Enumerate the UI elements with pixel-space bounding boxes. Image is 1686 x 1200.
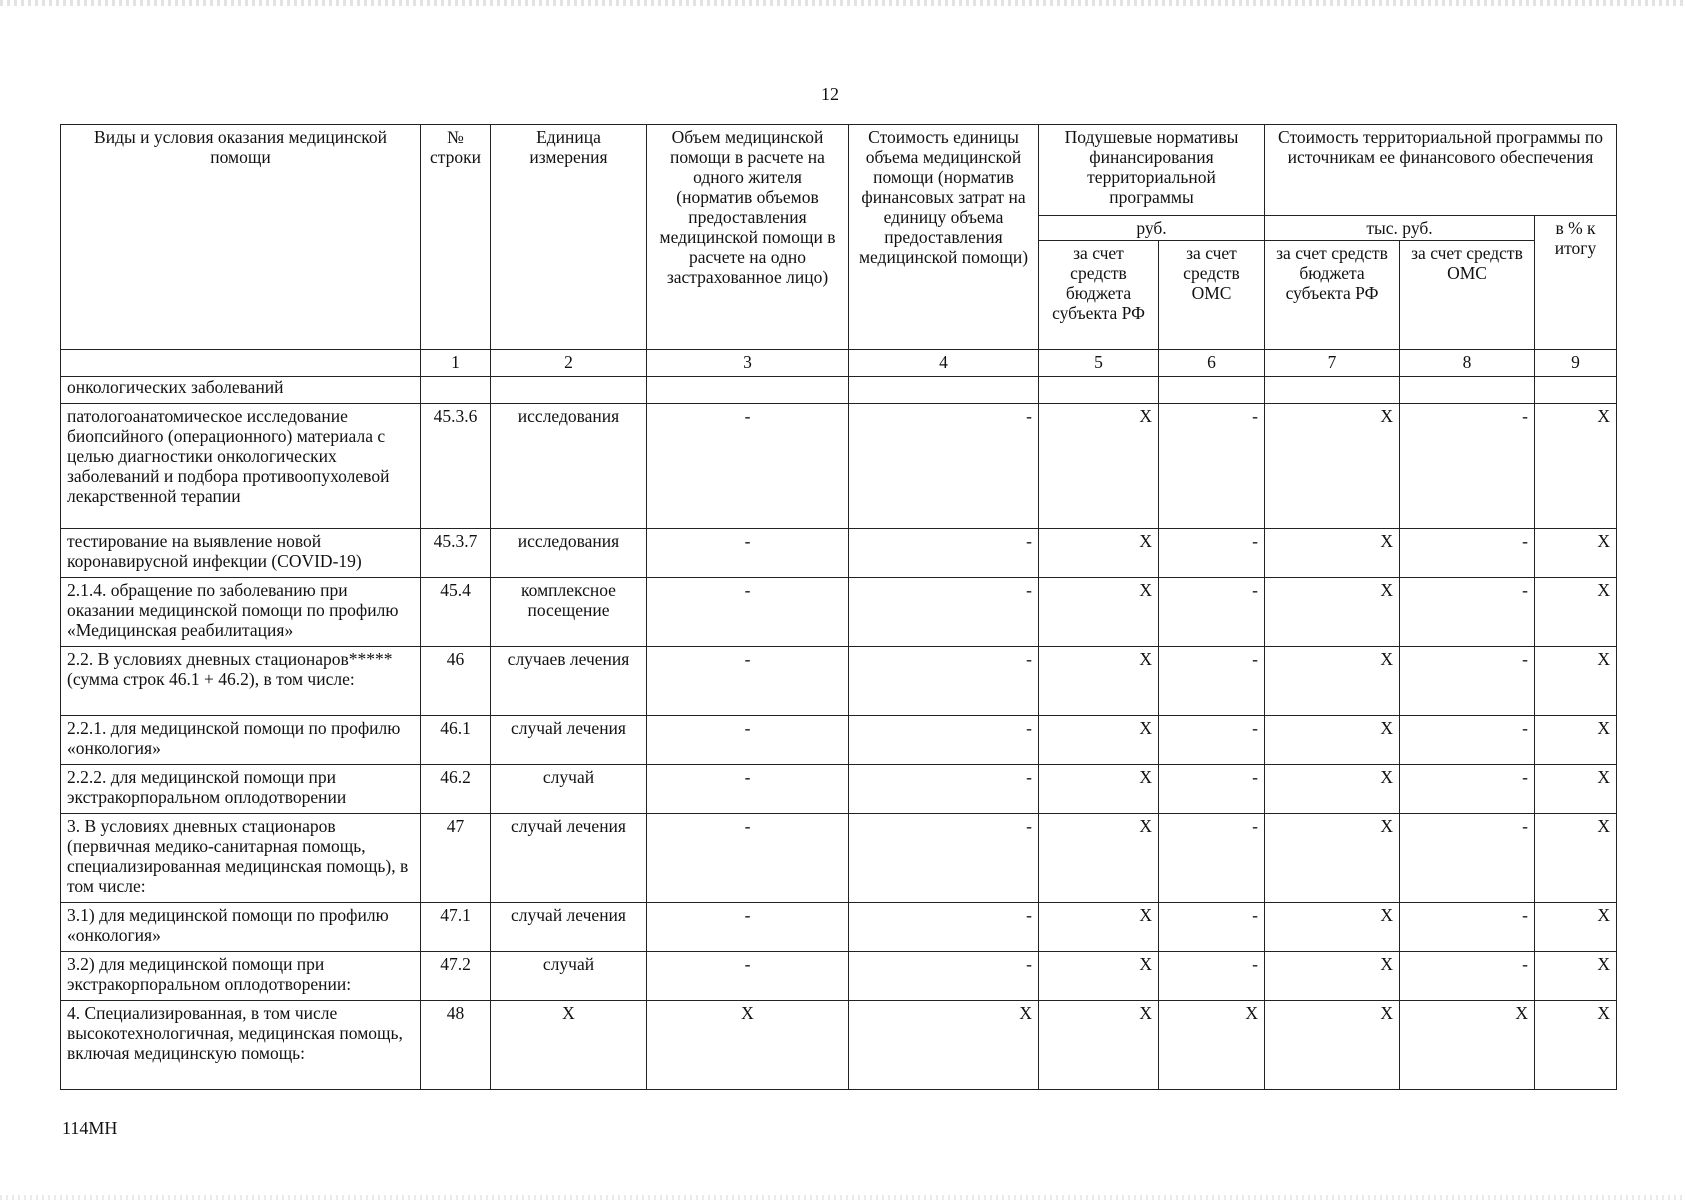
cell-empty xyxy=(421,377,491,404)
row-number: 45.4 xyxy=(421,578,491,647)
row-name: тестирование на выявление новой коронавирусной инфекции (COVID-19) xyxy=(61,529,421,578)
per-capita-oms-value: - xyxy=(1159,404,1265,529)
header-unit: Единица измерения xyxy=(491,125,647,350)
volume-value: X xyxy=(647,1001,849,1090)
per-capita-oms-value: - xyxy=(1159,765,1265,814)
table-row xyxy=(61,647,1617,716)
document-code: 114МН xyxy=(62,1118,118,1138)
per-capita-budget-value: X xyxy=(1039,529,1159,578)
percent-total-value: X xyxy=(1535,1001,1617,1090)
table-row xyxy=(61,529,1617,578)
unit-cost-value: - xyxy=(849,647,1039,716)
cell-empty xyxy=(1535,377,1617,404)
header-oms-col6: за счет средств ОМС xyxy=(1159,241,1265,350)
unit-cost-value: - xyxy=(849,952,1039,1001)
unit-cost-value: - xyxy=(849,529,1039,578)
percent-total-value: X xyxy=(1535,578,1617,647)
cell-empty xyxy=(1039,377,1159,404)
program-budget-value: X xyxy=(1265,765,1400,814)
per-capita-oms-value: X xyxy=(1159,1001,1265,1090)
percent-total-value: X xyxy=(1535,647,1617,716)
row-number: 47.2 xyxy=(421,952,491,1001)
per-capita-oms-value: - xyxy=(1159,903,1265,952)
per-capita-budget-value: X xyxy=(1039,647,1159,716)
column-number-row xyxy=(61,350,1617,377)
header-volume: Объем медицинской помощи в расчете на одного жителя (норматив объемов предоставления медицинской помощи в расчете на одно застрахованное лицо) xyxy=(647,125,849,350)
program-oms-value: - xyxy=(1400,765,1535,814)
header-percent-total: в % к итогу xyxy=(1535,216,1617,350)
column-number: 7 xyxy=(1265,350,1400,377)
unit-cost-value: - xyxy=(849,814,1039,903)
program-oms-value: - xyxy=(1400,529,1535,578)
table-row xyxy=(61,765,1617,814)
row-number: 47.1 xyxy=(421,903,491,952)
row-number: 46 xyxy=(421,647,491,716)
volume-value: - xyxy=(647,578,849,647)
column-number: 5 xyxy=(1039,350,1159,377)
cell-empty xyxy=(1400,377,1535,404)
row-unit: случай лечения xyxy=(491,716,647,765)
program-budget-value: X xyxy=(1265,1001,1400,1090)
header-per-capita: Подушевые нормативы финансирования территориальной программы xyxy=(1039,125,1265,216)
per-capita-oms-value: - xyxy=(1159,814,1265,903)
program-cost-table xyxy=(60,124,1617,1090)
percent-total-value: X xyxy=(1535,903,1617,952)
column-number: 3 xyxy=(647,350,849,377)
per-capita-budget-value: X xyxy=(1039,765,1159,814)
row-number: 48 xyxy=(421,1001,491,1090)
percent-total-value: X xyxy=(1535,404,1617,529)
percent-total-value: X xyxy=(1535,716,1617,765)
row-unit: случай xyxy=(491,765,647,814)
cell-empty xyxy=(491,377,647,404)
per-capita-budget-value: X xyxy=(1039,903,1159,952)
column-number: 2 xyxy=(491,350,647,377)
row-number: 47 xyxy=(421,814,491,903)
row-name: 2.2.2. для медицинской помощи при экстракорпоральном оплодотворении xyxy=(61,765,421,814)
column-number: 9 xyxy=(1535,350,1617,377)
unit-cost-value: - xyxy=(849,716,1039,765)
row-unit: комплексное посещение xyxy=(491,578,647,647)
volume-value: - xyxy=(647,952,849,1001)
program-budget-value: X xyxy=(1265,529,1400,578)
unit-cost-value: - xyxy=(849,404,1039,529)
program-oms-value: - xyxy=(1400,647,1535,716)
per-capita-budget-value: X xyxy=(1039,404,1159,529)
unit-cost-value: - xyxy=(849,578,1039,647)
program-budget-value: X xyxy=(1265,952,1400,1001)
program-oms-value: - xyxy=(1400,578,1535,647)
per-capita-budget-value: X xyxy=(1039,952,1159,1001)
program-budget-value: X xyxy=(1265,903,1400,952)
program-budget-value: X xyxy=(1265,578,1400,647)
program-budget-value: X xyxy=(1265,716,1400,765)
table-row xyxy=(61,716,1617,765)
table-row xyxy=(61,1001,1617,1090)
row-unit: исследования xyxy=(491,404,647,529)
per-capita-budget-value: X xyxy=(1039,716,1159,765)
program-oms-value: - xyxy=(1400,903,1535,952)
percent-total-value: X xyxy=(1535,529,1617,578)
volume-value: - xyxy=(647,765,849,814)
table-row xyxy=(61,404,1617,529)
unit-cost-value: X xyxy=(849,1001,1039,1090)
per-capita-oms-value: - xyxy=(1159,952,1265,1001)
row-name: 2.1.4. обращение по заболеванию при оказании медицинской помощи по профилю «Медицинская реабилитация» xyxy=(61,578,421,647)
table-row xyxy=(61,903,1617,952)
percent-total-value: X xyxy=(1535,814,1617,903)
row-unit: случай лечения xyxy=(491,903,647,952)
per-capita-oms-value: - xyxy=(1159,647,1265,716)
program-oms-value: - xyxy=(1400,716,1535,765)
scan-edge-top xyxy=(0,0,1686,6)
program-oms-value: - xyxy=(1400,404,1535,529)
program-budget-value: X xyxy=(1265,814,1400,903)
column-number-blank xyxy=(61,350,421,377)
volume-value: - xyxy=(647,529,849,578)
row-name: 3.1) для медицинской помощи по профилю «онкология» xyxy=(61,903,421,952)
row-unit: случай лечения xyxy=(491,814,647,903)
per-capita-budget-value: X xyxy=(1039,578,1159,647)
continuation-row xyxy=(61,377,1617,404)
volume-value: - xyxy=(647,647,849,716)
row-name: 2.2. В условиях дневных стационаров***** (сумма строк 46.1 + 46.2), в том числе: xyxy=(61,647,421,716)
cell-empty xyxy=(1265,377,1400,404)
header-budget-col7: за счет средств бюджета субъекта РФ xyxy=(1265,241,1400,350)
cell-empty xyxy=(1159,377,1265,404)
header-rub: руб. xyxy=(1039,216,1265,241)
header-oms-col8: за счет средств ОМС xyxy=(1400,241,1535,350)
column-number: 4 xyxy=(849,350,1039,377)
row-name: 3. В условиях дневных стационаров (первичная медико-санитарная помощь, специализированная медицинская помощь), в том числе: xyxy=(61,814,421,903)
column-number: 6 xyxy=(1159,350,1265,377)
row-number: 45.3.6 xyxy=(421,404,491,529)
row-number: 45.3.7 xyxy=(421,529,491,578)
volume-value: - xyxy=(647,404,849,529)
program-budget-value: X xyxy=(1265,647,1400,716)
program-oms-value: X xyxy=(1400,1001,1535,1090)
per-capita-oms-value: - xyxy=(1159,716,1265,765)
header-row-number: № строки xyxy=(421,125,491,350)
volume-value: - xyxy=(647,716,849,765)
header-kind: Виды и условия оказания медицинской помощи xyxy=(61,125,421,350)
per-capita-oms-value: - xyxy=(1159,529,1265,578)
table-row xyxy=(61,952,1617,1001)
header-thousand-rub: тыс. руб. xyxy=(1265,216,1535,241)
scan-edge-bottom xyxy=(0,1195,1686,1200)
header-budget-col5: за счет средств бюджета субъекта РФ xyxy=(1039,241,1159,350)
row-name: 2.2.1. для медицинской помощи по профилю «онкология» xyxy=(61,716,421,765)
row-number: 46.1 xyxy=(421,716,491,765)
table-row xyxy=(61,814,1617,903)
row-unit: исследования xyxy=(491,529,647,578)
per-capita-budget-value: X xyxy=(1039,814,1159,903)
header-unit-cost: Стоимость единицы объема медицинской помощи (норматив финансовых затрат на единицу объема предоставления медицинской помощи) xyxy=(849,125,1039,350)
row-name: 4. Специализированная, в том числе высокотехнологичная, медицинская помощь, включая медицинскую помощь: xyxy=(61,1001,421,1090)
percent-total-value: X xyxy=(1535,952,1617,1001)
cell-empty xyxy=(647,377,849,404)
volume-value: - xyxy=(647,814,849,903)
row-name: 3.2) для медицинской помощи при экстракорпоральном оплодотворении: xyxy=(61,952,421,1001)
program-oms-value: - xyxy=(1400,814,1535,903)
percent-total-value: X xyxy=(1535,765,1617,814)
volume-value: - xyxy=(647,903,849,952)
row-unit: случай xyxy=(491,952,647,1001)
row-name: патологоанатомическое исследование биопсийного (операционного) материала с целью диагностики онкологических заболеваний и подбора противоопухолевой лекарственной терапии xyxy=(61,404,421,529)
row-unit: случаев лечения xyxy=(491,647,647,716)
column-number: 8 xyxy=(1400,350,1535,377)
program-budget-value: X xyxy=(1265,404,1400,529)
column-number: 1 xyxy=(421,350,491,377)
program-oms-value: - xyxy=(1400,952,1535,1001)
row-number: 46.2 xyxy=(421,765,491,814)
table-row xyxy=(61,578,1617,647)
per-capita-oms-value: - xyxy=(1159,578,1265,647)
header-program-cost: Стоимость территориальной программы по источникам ее финансового обеспечения xyxy=(1265,125,1617,216)
row-unit: X xyxy=(491,1001,647,1090)
cell-empty xyxy=(849,377,1039,404)
continuation-text: онкологических заболеваний xyxy=(61,377,421,404)
unit-cost-value: - xyxy=(849,765,1039,814)
per-capita-budget-value: X xyxy=(1039,1001,1159,1090)
page-number: 12 xyxy=(821,84,839,104)
unit-cost-value: - xyxy=(849,903,1039,952)
